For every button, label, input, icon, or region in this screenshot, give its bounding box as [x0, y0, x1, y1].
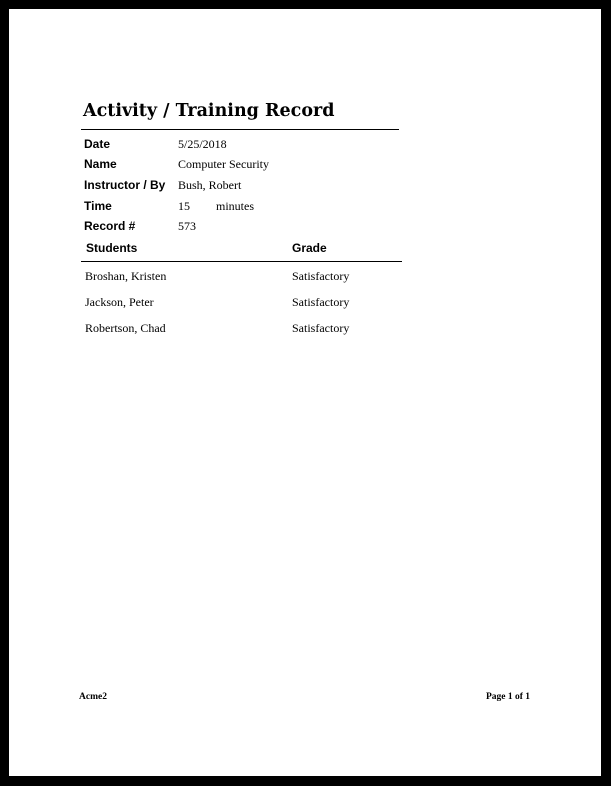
time-value: 15 [178, 199, 190, 213]
date-label: Date [84, 137, 111, 151]
student-grade: Satisfactory [292, 321, 350, 335]
instructor-value: Bush, Robert [178, 178, 242, 192]
report-title: Activity / Training Record [83, 101, 335, 121]
students-column-header: Students [86, 241, 138, 255]
table-header-divider [81, 261, 402, 262]
date-value: 5/25/2018 [178, 137, 227, 151]
student-name: Jackson, Peter [85, 295, 154, 309]
name-value: Computer Security [178, 157, 269, 171]
time-label: Time [84, 199, 112, 213]
footer-company: Acme2 [79, 692, 107, 702]
instructor-label: Instructor / By [84, 178, 166, 192]
title-divider [81, 129, 399, 130]
student-name: Robertson, Chad [85, 321, 166, 335]
student-name: Broshan, Kristen [85, 269, 167, 283]
name-label: Name [84, 157, 117, 171]
footer-page-number: Page 1 of 1 [486, 692, 531, 702]
time-units: minutes [216, 199, 254, 213]
student-grade: Satisfactory [292, 295, 350, 309]
record-label: Record # [84, 219, 136, 233]
student-grade: Satisfactory [292, 269, 350, 283]
grade-column-header: Grade [292, 241, 327, 255]
record-value: 573 [178, 219, 196, 233]
report-page [9, 9, 601, 776]
